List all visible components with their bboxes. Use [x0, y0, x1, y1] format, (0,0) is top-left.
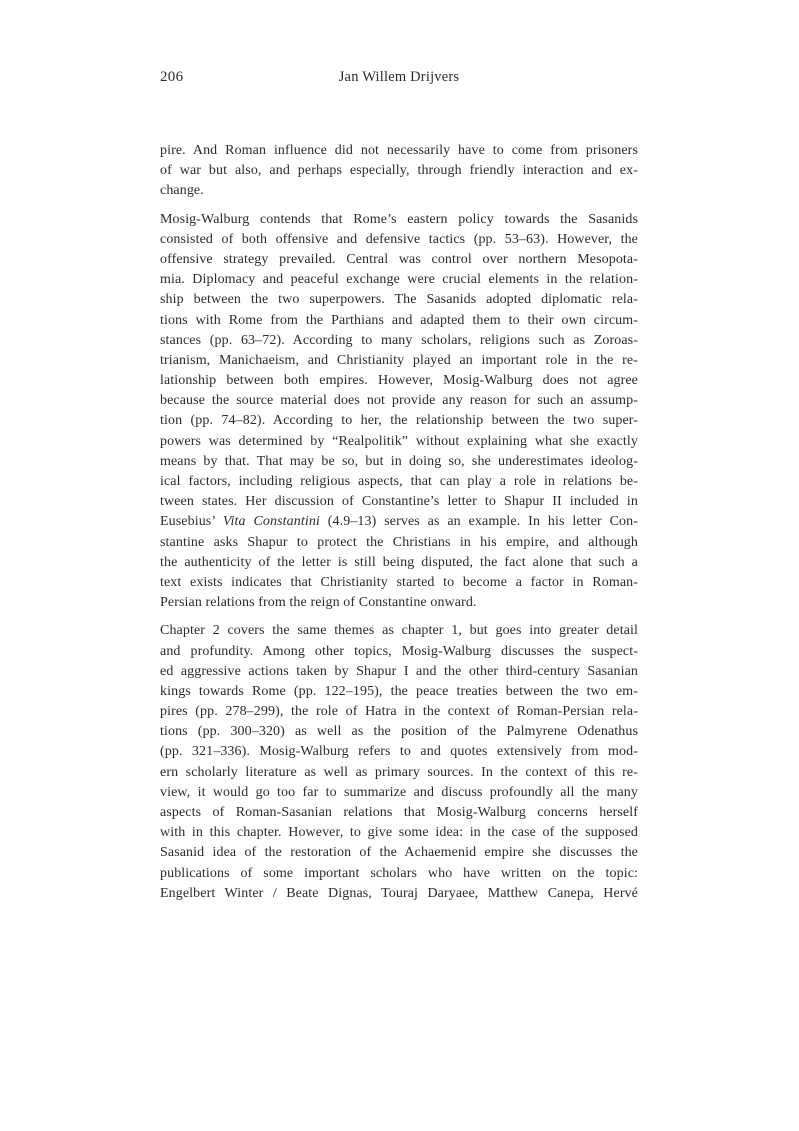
text-line: stances (pp. 63–72). According to many scholars, religions such as Zoroas-: [160, 332, 638, 348]
paragraph: [160, 141, 638, 202]
text-line: and profundity. Among other topics, Mosig-Walburg discusses the suspect-: [160, 643, 638, 659]
paragraph: [160, 621, 638, 904]
paragraphs: [160, 141, 638, 904]
text-line: ship between the two superpowers. The Sasanids adopted diplomatic rela-: [160, 292, 638, 308]
text-line: tween states. Her discussion of Constantine’s letter to Shapur II included in: [160, 494, 638, 510]
text-line: Persian relations from the reign of Constantine onward.: [160, 595, 477, 611]
running-head: Jan Willem Drijvers: [338, 69, 460, 85]
text-line: Eusebius’ Vita Constantini (4.9–13) serves as an example. In his letter Con-: [160, 514, 638, 530]
text-line: powers was determined by “Realpolitik” without explaining what she exactly: [160, 433, 638, 449]
page-header: [160, 69, 638, 89]
text-line: the authenticity of the letter is still being disputed, the fact alone that such a: [160, 554, 638, 570]
text-line: ed aggressive actions taken by Shapur I and the other third-century Sasanian: [160, 663, 638, 679]
text-line: kings towards Rome (pp. 122–195), the peace treaties between the two em-: [160, 683, 638, 699]
text-line: pire. And Roman influence did not necessarily have to come from prisoners: [160, 143, 638, 158]
text-line: tions with Rome from the Parthians and adapted them to their own circum-: [160, 312, 638, 328]
text-line: ical factors, including religious aspects, that can play a role in relations be-: [160, 474, 638, 489]
text-line: with in this chapter. However, to give some idea: in the case of the supposed: [160, 825, 638, 841]
text-line: mia. Diplomacy and peaceful exchange were crucial elements in the relation-: [160, 272, 638, 288]
text-line: pires (pp. 278–299), the role of Hatra in the context of Roman-Persian rela-: [160, 704, 638, 720]
text-line: Sasanid idea of the restoration of the Achaemenid empire she discusses the: [160, 845, 638, 861]
text-line: consisted of both offensive and defensive tactics (pp. 53–63). However, the: [160, 231, 638, 247]
text-line: Mosig-Walburg contends that Rome’s eastern policy towards the Sasanids: [160, 211, 638, 227]
text-line: means by that. That may be so, but in doing so, she underestimates ideolog-: [160, 453, 638, 469]
text-line: of war but also, and perhaps especially, through friendly interaction and ex-: [160, 163, 638, 179]
text-line: Engelbert Winter / Beate Dignas, Touraj Daryaee, Matthew Canepa, Hervé: [160, 885, 638, 901]
text-line: publications of some important scholars who have written on the topic:: [160, 865, 638, 881]
text-line: text exists indicates that Christianity started to become a factor in Roman-: [160, 574, 638, 590]
text-line: view, it would go too far to summarize and discuss profoundly all the many: [160, 784, 638, 800]
text-line: Chapter 2 covers the same themes as chapter 1, but goes into greater detail: [160, 623, 638, 639]
text-line: tions (pp. 300–320) as well as the position of the Palmyrene Odenathus: [160, 724, 638, 740]
paragraph: [160, 210, 638, 614]
text-line: trianism, Manichaeism, and Christianity played an important role in the re-: [160, 352, 638, 368]
page-number: 206: [160, 69, 184, 85]
text-line: (pp. 321–336). Mosig-Walburg refers to and quotes extensively from mod-: [160, 744, 638, 760]
text-line: tion (pp. 74–82). According to her, the relationship between the two super-: [160, 413, 638, 429]
text-line: because the source material does not provide any reason for such an assump-: [160, 393, 638, 409]
text-line: aspects of Roman-Sasanian relations that Mosig-Walburg concerns herself: [160, 805, 638, 820]
text-line: stantine asks Shapur to protect the Christians in his empire, and although: [160, 534, 638, 550]
text-line: change.: [160, 183, 204, 199]
text-line: ern scholarly literature as well as primary sources. In the context of this re-: [160, 764, 638, 780]
text-line: lationship between both empires. However, Mosig-Walburg does not agree: [160, 373, 638, 389]
text-line: offensive strategy prevailed. Central was control over northern Mesopota-: [160, 251, 638, 267]
